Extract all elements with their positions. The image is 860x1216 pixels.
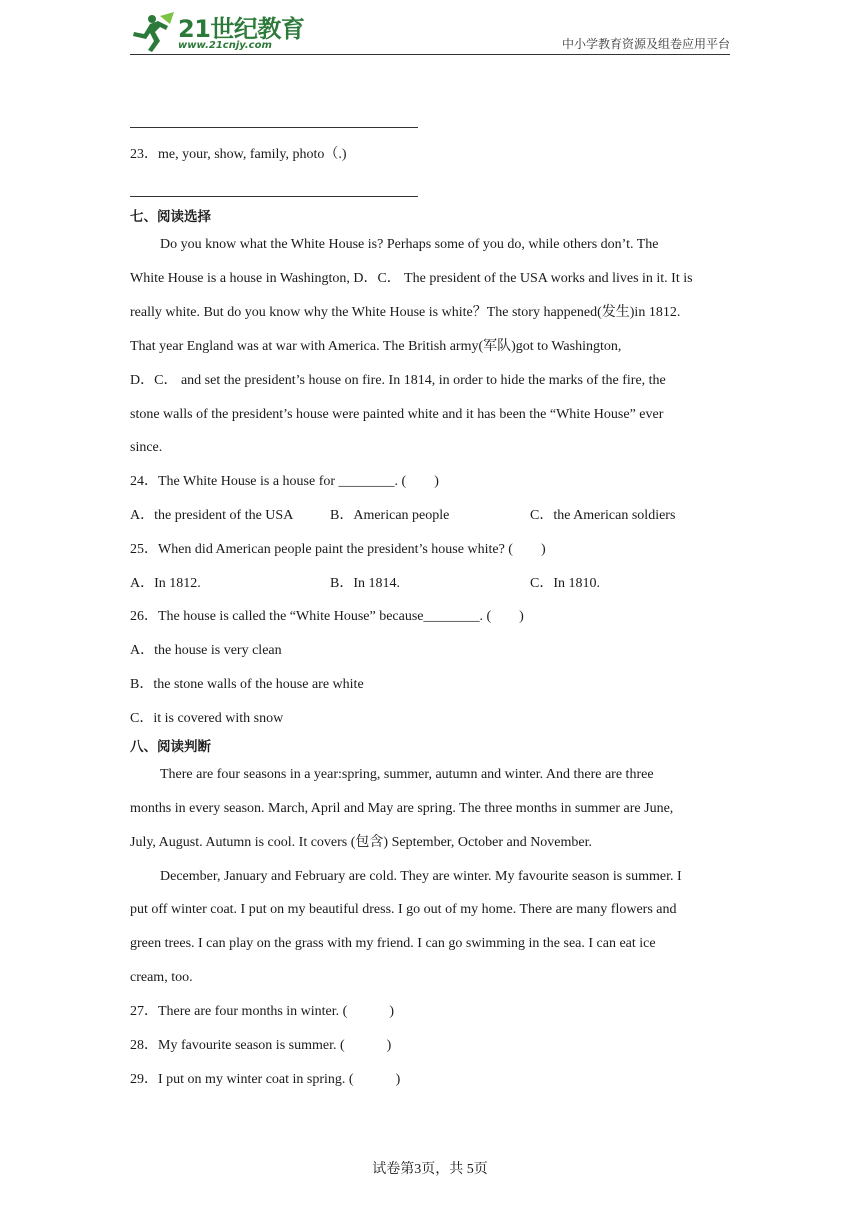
passage-line: months in every season. March, April and May are spring. The three months in summer are June,	[130, 801, 674, 816]
section-8-title: 八、阅读判断	[130, 739, 211, 755]
option-c: C．it is covered with snow	[130, 711, 284, 726]
passage-line: cream, too.	[130, 970, 193, 985]
question-23: 23．me, your, show, family, photo（.)	[130, 147, 347, 162]
header-divider	[130, 54, 730, 55]
question-28: 28．My favourite season is summer. ( )	[130, 1038, 392, 1053]
answer-line	[130, 127, 418, 128]
passage-line: July, August. Autumn is cool. It covers (包含) September, October and November.	[130, 835, 593, 850]
option-b: B．the stone walls of the house are white	[130, 677, 364, 692]
platform-name: 中小学教育资源及组卷应用平台	[561, 37, 730, 51]
option-c: C．the American soldiers	[530, 508, 676, 523]
passage-line: Do you know what the White House is? Perhaps some of you do, while others don’t. The	[160, 237, 659, 252]
option-a: A．In 1812.	[130, 576, 201, 591]
site-logo	[130, 10, 330, 54]
passage-line: put off winter coat. I put on my beautiful dress. I go out of my home. There are many flowers and	[130, 902, 677, 917]
passage-line: really white. But do you know why the White House is white？The story happened(发生)in 1812.	[130, 305, 681, 320]
runner-logo-icon	[130, 10, 176, 54]
passage-line: green trees. I can play on the grass with my friend. I can go swimming in the sea. I can eat ice	[130, 936, 656, 951]
passage-line: White House is a house in Washington, D．C． The president of the USA works and lives in it. It is	[130, 271, 693, 286]
passage-line: stone walls of the president’s house were painted white and it has been the “White House” ever	[130, 407, 664, 422]
option-a: A．the president of the USA	[130, 508, 294, 523]
option-b: B．In 1814.	[330, 576, 400, 591]
section-7-title: 七、阅读选择	[130, 209, 211, 225]
question-24: 24．The White House is a house for ________. ( )	[130, 474, 439, 489]
passage-line: since.	[130, 440, 163, 455]
answer-line	[130, 196, 418, 197]
question-27: 27．There are four months in winter. ( )	[130, 1004, 394, 1019]
passage-line: D．C． and set the president’s house on fire. In 1814, in order to hide the marks of the fire, the	[130, 373, 666, 388]
option-c: C．In 1810.	[530, 576, 600, 591]
option-b: B．American people	[330, 508, 450, 523]
logo-text: 21世纪教育	[178, 15, 305, 43]
question-26: 26．The house is called the “White House” because________. ( )	[130, 609, 524, 624]
question-29: 29．I put on my winter coat in spring. ( )	[130, 1072, 401, 1087]
passage-line: December, January and February are cold. They are winter. My favourite season is summer. I	[160, 869, 682, 884]
logo-url: www.21cnjy.com	[178, 40, 272, 51]
passage-line: That year England was at war with America. The British army(军队)got to Washington,	[130, 339, 622, 354]
option-a: A．the house is very clean	[130, 643, 282, 658]
question-25: 25．When did American people paint the president’s house white? ( )	[130, 542, 546, 557]
page-footer: 试卷第3页，共 5页	[372, 1162, 488, 1177]
passage-line: There are four seasons in a year:spring, summer, autumn and winter. And there are three	[160, 767, 654, 782]
page-header	[130, 8, 730, 56]
